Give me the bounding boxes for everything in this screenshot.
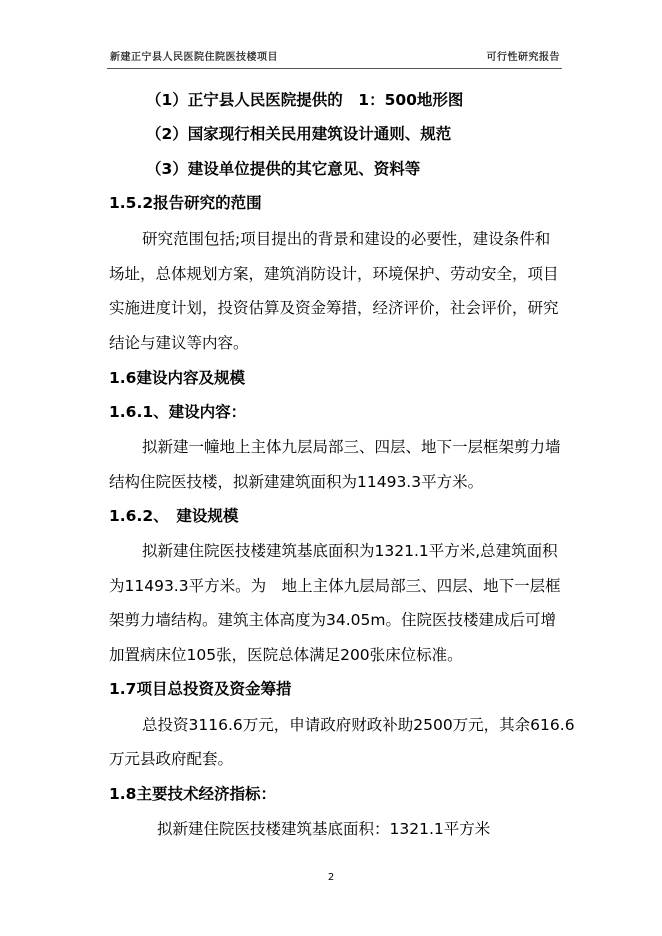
section-heading-1-6: 1.6建设内容及规模 <box>109 369 245 387</box>
paragraph-line: 结论与建议等内容。 <box>109 334 249 352</box>
paragraph-line: 拟新建住院医技楼建筑基底面积：1321.1平方米 <box>157 820 491 838</box>
paragraph-line: 架剪力墙结构。建筑主体高度为34.05m。住院医技楼建成后可增 <box>109 611 556 629</box>
basis-item: （3）建设单位提供的其它意见、资料等 <box>146 160 421 178</box>
paragraph-line: 为11493.3平方米。为 地上主体九层局部三、四层、地下一层框 <box>109 577 561 595</box>
section-heading-1-6-2: 1.6.2、 建设规模 <box>109 507 239 525</box>
section-heading-1-8: 1.8主要技术经济指标： <box>109 785 276 803</box>
paragraph-line: 研究范围包括;项目提出的背景和建设的必要性，建设条件和 <box>142 230 551 248</box>
section-heading-1-7: 1.7项目总投资及资金筹措 <box>109 680 292 698</box>
header-rule <box>107 68 562 69</box>
running-header-title: 新建正宁县人民医院住院医技楼项目 <box>110 52 278 63</box>
paragraph-line: 结构住院医技楼，拟新建建筑面积为11493.3平方米。 <box>109 473 484 491</box>
page-number: 2 <box>327 872 335 883</box>
paragraph-line: 场址，总体规划方案，建筑消防设计，环境保护、劳动安全，项目 <box>109 265 559 283</box>
paragraph-line: 万元县政府配套。 <box>109 750 234 768</box>
paragraph-line: 实施进度计划，投资估算及资金筹措，经济评价，社会评价，研究 <box>109 299 559 317</box>
paragraph-line: 拟新建住院医技楼建筑基底面积为1321.1平方米,总建筑面积 <box>142 542 558 560</box>
section-heading-1-6-1: 1.6.1、建设内容： <box>109 403 247 421</box>
running-header-doc-type: 可行性研究报告 <box>486 52 560 63</box>
section-heading-1-5-2: 1.5.2报告研究的范围 <box>109 194 262 212</box>
paragraph-line: 拟新建一幢地上主体九层局部三、四层、地下一层框架剪力墙 <box>142 438 561 456</box>
paragraph-line: 总投资3116.6万元，申请政府财政补助2500万元，其余616.6 <box>142 716 575 734</box>
basis-item: （1）正宁县人民医院提供的 1：500地形图 <box>146 91 464 109</box>
paragraph-line: 加置病床位105张，医院总体满足200张床位标准。 <box>109 646 463 664</box>
basis-item: （2）国家现行相关民用建筑设计通则、规范 <box>146 125 452 143</box>
